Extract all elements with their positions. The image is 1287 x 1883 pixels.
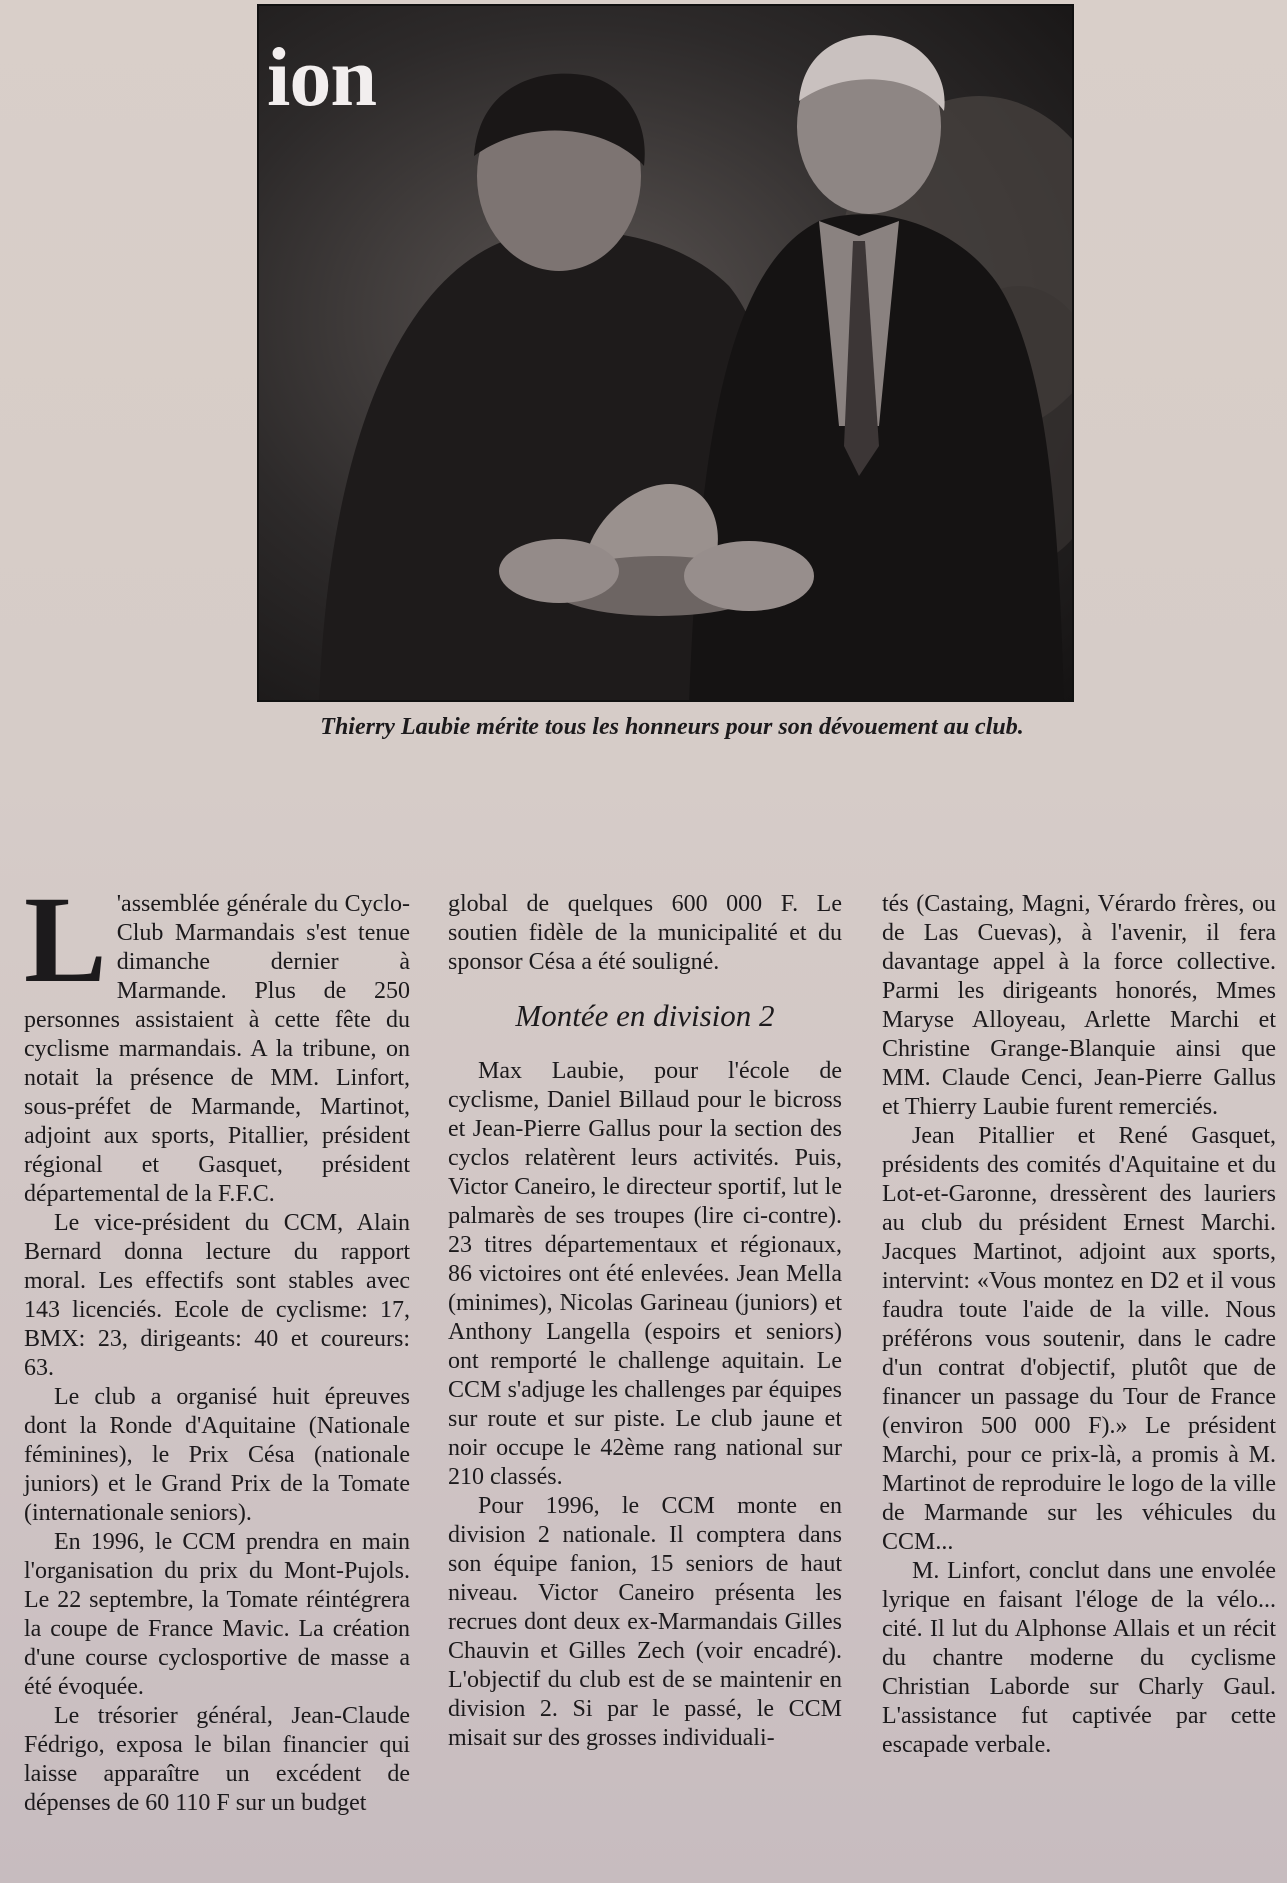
paragraph-text: 'assemblée générale du Cyclo-Club Marmandais s'est tenue dimanche dernier à Marmande. Plus de 250 personnes assistaient à cette fête du cyclisme marmandais. A la tribune, on notait la présence de MM. Linfort, sous-préfet de Marmande, Martinot, adjoint aux sports, Pitallier, président régional et Gasquet, président départemental de la F.F.C. bbox=[24, 891, 410, 1207]
section-subheading: Montée en division 2 bbox=[515, 998, 775, 1033]
paragraph: Max Laubie, pour l'école de cyclisme, Daniel Billaud pour le bicross et Jean-Pierre Gallus pour la section des cyclos relatèrent leurs activités. Puis, Victor Caneiro, le directeur sportif, lut le palmarès de ses troupes (lire ci-contre). 23 titres départementaux et régionaux, 86 victoires ont été enlevées. Jean Mella (minimes), Nicolas Garineau (juniors) et Anthony Langella (espoirs et seniors) ont remporté le challenge aquitain. Le CCM s'adjuge les challenges par équipes sur route et sur piste. Le club jaune et noir occupe le 42ème rang national sur 210 classés. bbox=[448, 1058, 842, 1490]
headline-fragment: ion bbox=[267, 31, 377, 124]
paragraph: Le club a organisé huit épreuves dont la Ronde d'Aquitaine (Nationale féminines), le Prix Césa (nationale juniors) et le Grand Prix de la Tomate (internationale seniors). bbox=[24, 1384, 410, 1526]
paragraph: global de quelques 600 000 F. Le soutien fidèle de la municipalité et du sponsor Césa a été souligné. bbox=[448, 891, 842, 975]
paragraph: M. Linfort, conclut dans une envolée lyrique en faisant l'éloge de la vélo... cité. Il lut du Alphonse Allais et un récit du chantre moderne du cyclisme Christian Laborde sur Charly Gaul. L'assistance fut captivée par cette escapade verbale. bbox=[882, 1558, 1276, 1758]
paragraph: Jean Pitallier et René Gasquet, présidents des comités d'Aquitaine et du Lot-et-Garonne, dressèrent des lauriers au club du président Ernest Marchi. Jacques Martinot, adjoint aux sports, intervint: «Vous montez en D2 et il vous faudra toute l'aide de la ville. Nous préférons vous soutenir, dans le cadre d'un contrat d'objectif, plutôt que de financer un passage du Tour de France (environ 500 000 F).» Le président Marchi, pour ce prix-là, a promis à M. Martinot de reproduire le logo de la ville de Marmande sur les véhicules du CCM... bbox=[882, 1123, 1276, 1555]
paragraph: Pour 1996, le CCM monte en division 2 nationale. Il comptera dans son équipe fanion, 15 seniors de haut niveau. Victor Caneiro présenta les recrues dont deux ex-Marmandais Gilles Chauvin et Gilles Zech (voir encadré). L'objectif du club est de se maintenir en division 2. Si par le passé, le CCM misait sur des grosses individuali- bbox=[448, 1493, 842, 1751]
article-column-3 bbox=[882, 890, 1276, 1760]
photo-caption: Thierry Laubie mérite tous les honneurs pour son dévouement au club. bbox=[320, 714, 1024, 740]
paragraph: tés (Castaing, Magni, Vérardo frères, ou de Las Cuevas), à l'avenir, il fera davantage appel à la force collective. Parmi les dirigeants honorés, Mmes Maryse Alloyeau, Arlette Marchi et Christine Grange-Blanquie ainsi que MM. Claude Cenci, Jean-Pierre Gallus et Thierry Laubie furent remerciés. bbox=[882, 891, 1276, 1120]
drop-cap: L bbox=[24, 871, 107, 1008]
article-column-1 bbox=[24, 871, 410, 1818]
paragraph: En 1996, le CCM prendra en main l'organisation du prix du Mont-Pujols. Le 22 septembre, la Tomate réintégrera la coupe de France Mavic. La création d'une course cyclosportive de masse a été évoquée. bbox=[24, 1529, 410, 1700]
article-photo bbox=[257, 4, 1074, 702]
paragraph: Le vice-président du CCM, Alain Bernard donna lecture du rapport moral. Les effectifs sont stables avec 143 licenciés. Ecole de cyclisme: 17, BMX: 23, dirigeants: 40 et coureurs: 63. bbox=[24, 1210, 410, 1381]
paragraph: Le trésorier général, Jean-Claude Fédrigo, exposa le bilan financier qui laisse apparaître un excédent de dépenses de 60 110 F sur un budget bbox=[24, 1703, 410, 1816]
article-column-2 bbox=[448, 890, 842, 1753]
paragraph bbox=[24, 871, 410, 1209]
photo-illustration bbox=[259, 6, 1074, 702]
